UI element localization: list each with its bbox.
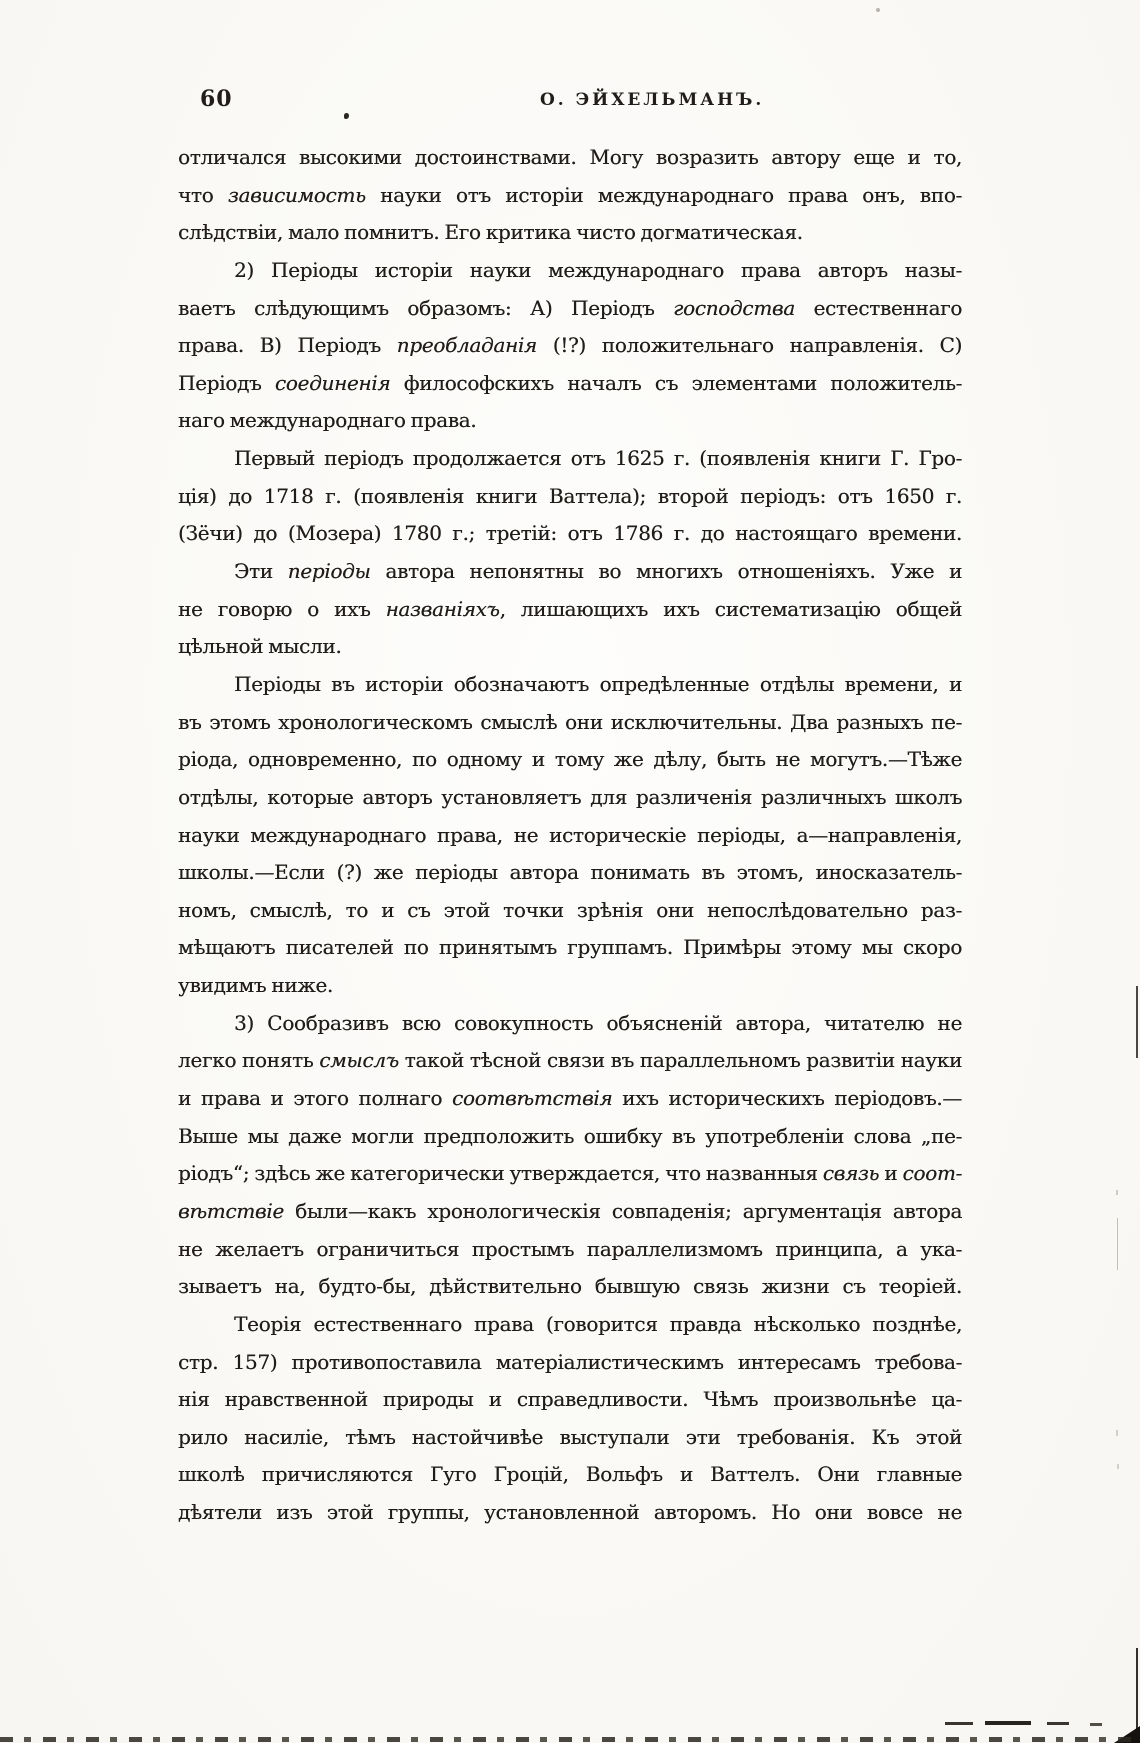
scan-speck-artifact xyxy=(1116,1430,1118,1436)
text-run: легко понять xyxy=(178,1048,320,1073)
text-line xyxy=(178,1118,962,1156)
italic-text-run: соот- xyxy=(902,1161,962,1186)
text-line xyxy=(178,290,962,328)
italic-text-run: смыслъ xyxy=(319,1048,399,1073)
italic-text-run: періоды xyxy=(287,559,371,584)
text-run: ція) до 1718 г. (появленія книги Ваттела); второй періодъ: отъ 1650 г. xyxy=(178,483,962,508)
text-run: такой тѣсной связи въ параллельномъ развитіи науки xyxy=(398,1048,962,1073)
text-run: стр. 157) противопоставила матеріалистическимъ интересамъ требова- xyxy=(178,1349,962,1374)
text-run: , лишающихъ ихъ систематизацію общей xyxy=(499,596,962,621)
page-edge-artifact xyxy=(1136,1648,1138,1743)
text-line xyxy=(178,440,962,478)
text-run: и xyxy=(879,1161,903,1186)
text-line xyxy=(178,779,962,817)
text-run: нія нравственной природы и справедливости. Чѣмъ произвольнѣе ца- xyxy=(178,1387,962,1412)
italic-text-run: названіяхъ xyxy=(385,596,500,621)
text-line xyxy=(178,591,962,629)
text-run: Теорія естественнаго права (говорится правда нѣсколько позднѣе, xyxy=(234,1311,962,1336)
text-line xyxy=(178,214,962,252)
text-line xyxy=(178,1306,962,1344)
text-run: Выше мы даже могли предположить ошибку въ употребленіи слова „пе- xyxy=(178,1123,962,1148)
text-run: Первый періодъ продолжается отъ 1625 г. (появленія книги Г. Гро- xyxy=(234,446,962,471)
text-run: 2) Періоды исторіи науки международнаго права авторъ назы- xyxy=(234,257,962,282)
text-run: ваетъ слѣдующимъ образомъ: А) Періодъ xyxy=(178,295,674,320)
text-line xyxy=(178,1456,962,1494)
text-run: науки отъ исторіи международнаго права онъ, впо- xyxy=(365,182,962,207)
scan-dash-artifact xyxy=(1047,1722,1069,1725)
corner-shadow-artifact xyxy=(1114,1726,1140,1743)
text-run: что xyxy=(178,182,228,207)
scan-dash-artifact xyxy=(985,1721,1031,1725)
text-line xyxy=(178,252,962,290)
italic-text-run: господства xyxy=(673,295,795,320)
text-run: и права и этого полнаго xyxy=(178,1086,452,1111)
text-run: 3) Сообразивъ всю совокупность объясненій автора, читателю не xyxy=(234,1010,962,1035)
text-line xyxy=(178,666,962,704)
text-line xyxy=(178,1268,962,1306)
text-line xyxy=(178,1080,962,1118)
text-run: (!?) положительнаго направленія. С) xyxy=(536,333,962,358)
text-line xyxy=(178,704,962,742)
italic-text-run: преобладанія xyxy=(396,333,537,358)
text-run: отличался высокими достоинствами. Могу возразить автору еще и то, xyxy=(178,145,962,169)
text-run: автора непонятны во многихъ отношеніяхъ. Уже и xyxy=(370,559,962,584)
text-line xyxy=(178,478,962,516)
text-run: ріодъ“; здѣсь же категорически утверждается, что названныя xyxy=(178,1161,823,1186)
text-run: (Зёчи) до (Мозера) 1780 г.; третій: отъ 1786 г. до настоящаго времени. xyxy=(178,521,962,546)
text-line xyxy=(178,1193,962,1231)
text-run: цѣльной мысли. xyxy=(178,634,342,659)
scan-speck-artifact xyxy=(876,8,880,12)
scan-dash-artifact xyxy=(945,1722,973,1725)
text-line xyxy=(178,177,962,215)
text-line xyxy=(178,1344,962,1382)
bottom-edge-artifact xyxy=(0,1737,1140,1742)
text-run: слѣдствіи, мало помнитъ. Его критика чисто догматическая. xyxy=(178,220,803,245)
text-line xyxy=(178,929,962,967)
scan-dash-artifact xyxy=(1090,1723,1102,1726)
scan-speck-artifact xyxy=(1116,1190,1118,1195)
text-line xyxy=(178,365,962,403)
text-line xyxy=(178,1494,962,1532)
text-run: Эти xyxy=(234,559,288,584)
text-run: права. В) Періодъ xyxy=(178,333,397,358)
text-run: ріода, одновременно, по одному и тому же дѣлу, быть не могутъ.—Тѣже xyxy=(178,747,962,772)
running-title: О. ЭЙХЕЛЬМАНЪ. xyxy=(540,90,765,110)
text-run: философскихъ началъ съ элементами положитель- xyxy=(390,370,962,395)
text-run: естественнаго xyxy=(794,295,962,320)
text-line xyxy=(178,515,962,553)
text-line xyxy=(178,1005,962,1043)
text-run: школѣ причисляются Гуго Гроцій, Вольфъ и Ваттелъ. Они главные xyxy=(178,1462,962,1487)
text-run: не желаетъ ограничиться простымъ параллелизмомъ принципа, а ука- xyxy=(178,1236,962,1261)
text-line xyxy=(178,1381,962,1419)
text-run: въ этомъ хронологическомъ смыслѣ они исключительны. Два разныхъ пе- xyxy=(178,709,962,734)
page-edge-artifact xyxy=(1136,986,1138,1058)
text-line xyxy=(178,327,962,365)
text-line xyxy=(178,628,962,666)
text-run: отдѣлы, которые авторъ установляетъ для различенія различныхъ школъ xyxy=(178,784,962,809)
text-line xyxy=(178,1042,962,1080)
text-line xyxy=(178,892,962,930)
italic-text-run: зависимость xyxy=(227,182,366,207)
italic-text-run: вѣтствіе xyxy=(178,1198,284,1223)
text-run: номъ, смыслѣ, то и съ этой точки зрѣнія они непослѣдовательно раз- xyxy=(178,897,962,922)
text-line xyxy=(178,741,962,779)
text-line xyxy=(178,1155,962,1193)
scan-speck-artifact xyxy=(1117,1464,1119,1469)
text-line xyxy=(178,402,962,440)
text-run: Періоды въ исторіи обозначаютъ опредѣленные отдѣлы времени, и xyxy=(234,671,962,696)
italic-text-run: соотвѣтствія xyxy=(451,1086,613,1111)
text-line xyxy=(178,1231,962,1269)
text-line xyxy=(178,967,962,1005)
text-run: школы.—Если (?) же періоды автора понимать въ этомъ, иносказатель- xyxy=(178,860,962,885)
text-line xyxy=(178,817,962,855)
italic-text-run: связь xyxy=(822,1161,880,1186)
text-run: были—какъ хронологическія совпаденія; аргументація автора xyxy=(283,1198,962,1223)
text-run: наго международнаго права. xyxy=(178,408,477,433)
text-line xyxy=(178,854,962,892)
scan-line-artifact xyxy=(1117,1218,1118,1270)
text-run: Періодъ xyxy=(178,370,275,395)
text-line xyxy=(178,139,962,177)
text-line xyxy=(178,1419,962,1457)
text-run: науки международнаго права, не историческіе періоды, а—направленія, xyxy=(178,822,962,847)
text-run: зываетъ на, будто-бы, дѣйствительно бывшую связь жизни съ теоріей. xyxy=(178,1274,962,1299)
text-run: рило насиліе, тѣмъ настойчивѣе выступали эти требованія. Къ этой xyxy=(178,1424,962,1449)
running-header xyxy=(0,86,1140,116)
text-line xyxy=(178,553,962,591)
text-block xyxy=(178,139,962,1532)
text-run: увидимъ ниже. xyxy=(178,973,333,998)
text-run: дѣятели изъ этой группы, установленной авторомъ. Но они вовсе не xyxy=(178,1500,962,1525)
text-run: не говорю о ихъ xyxy=(178,596,386,621)
text-run: ихъ историческихъ періодовъ.— xyxy=(612,1086,962,1111)
page-number: 60 xyxy=(200,86,233,112)
italic-text-run: соединенія xyxy=(274,370,391,395)
text-run: мѣщаютъ писателей по принятымъ группамъ. Примѣры этому мы скоро xyxy=(178,935,962,960)
